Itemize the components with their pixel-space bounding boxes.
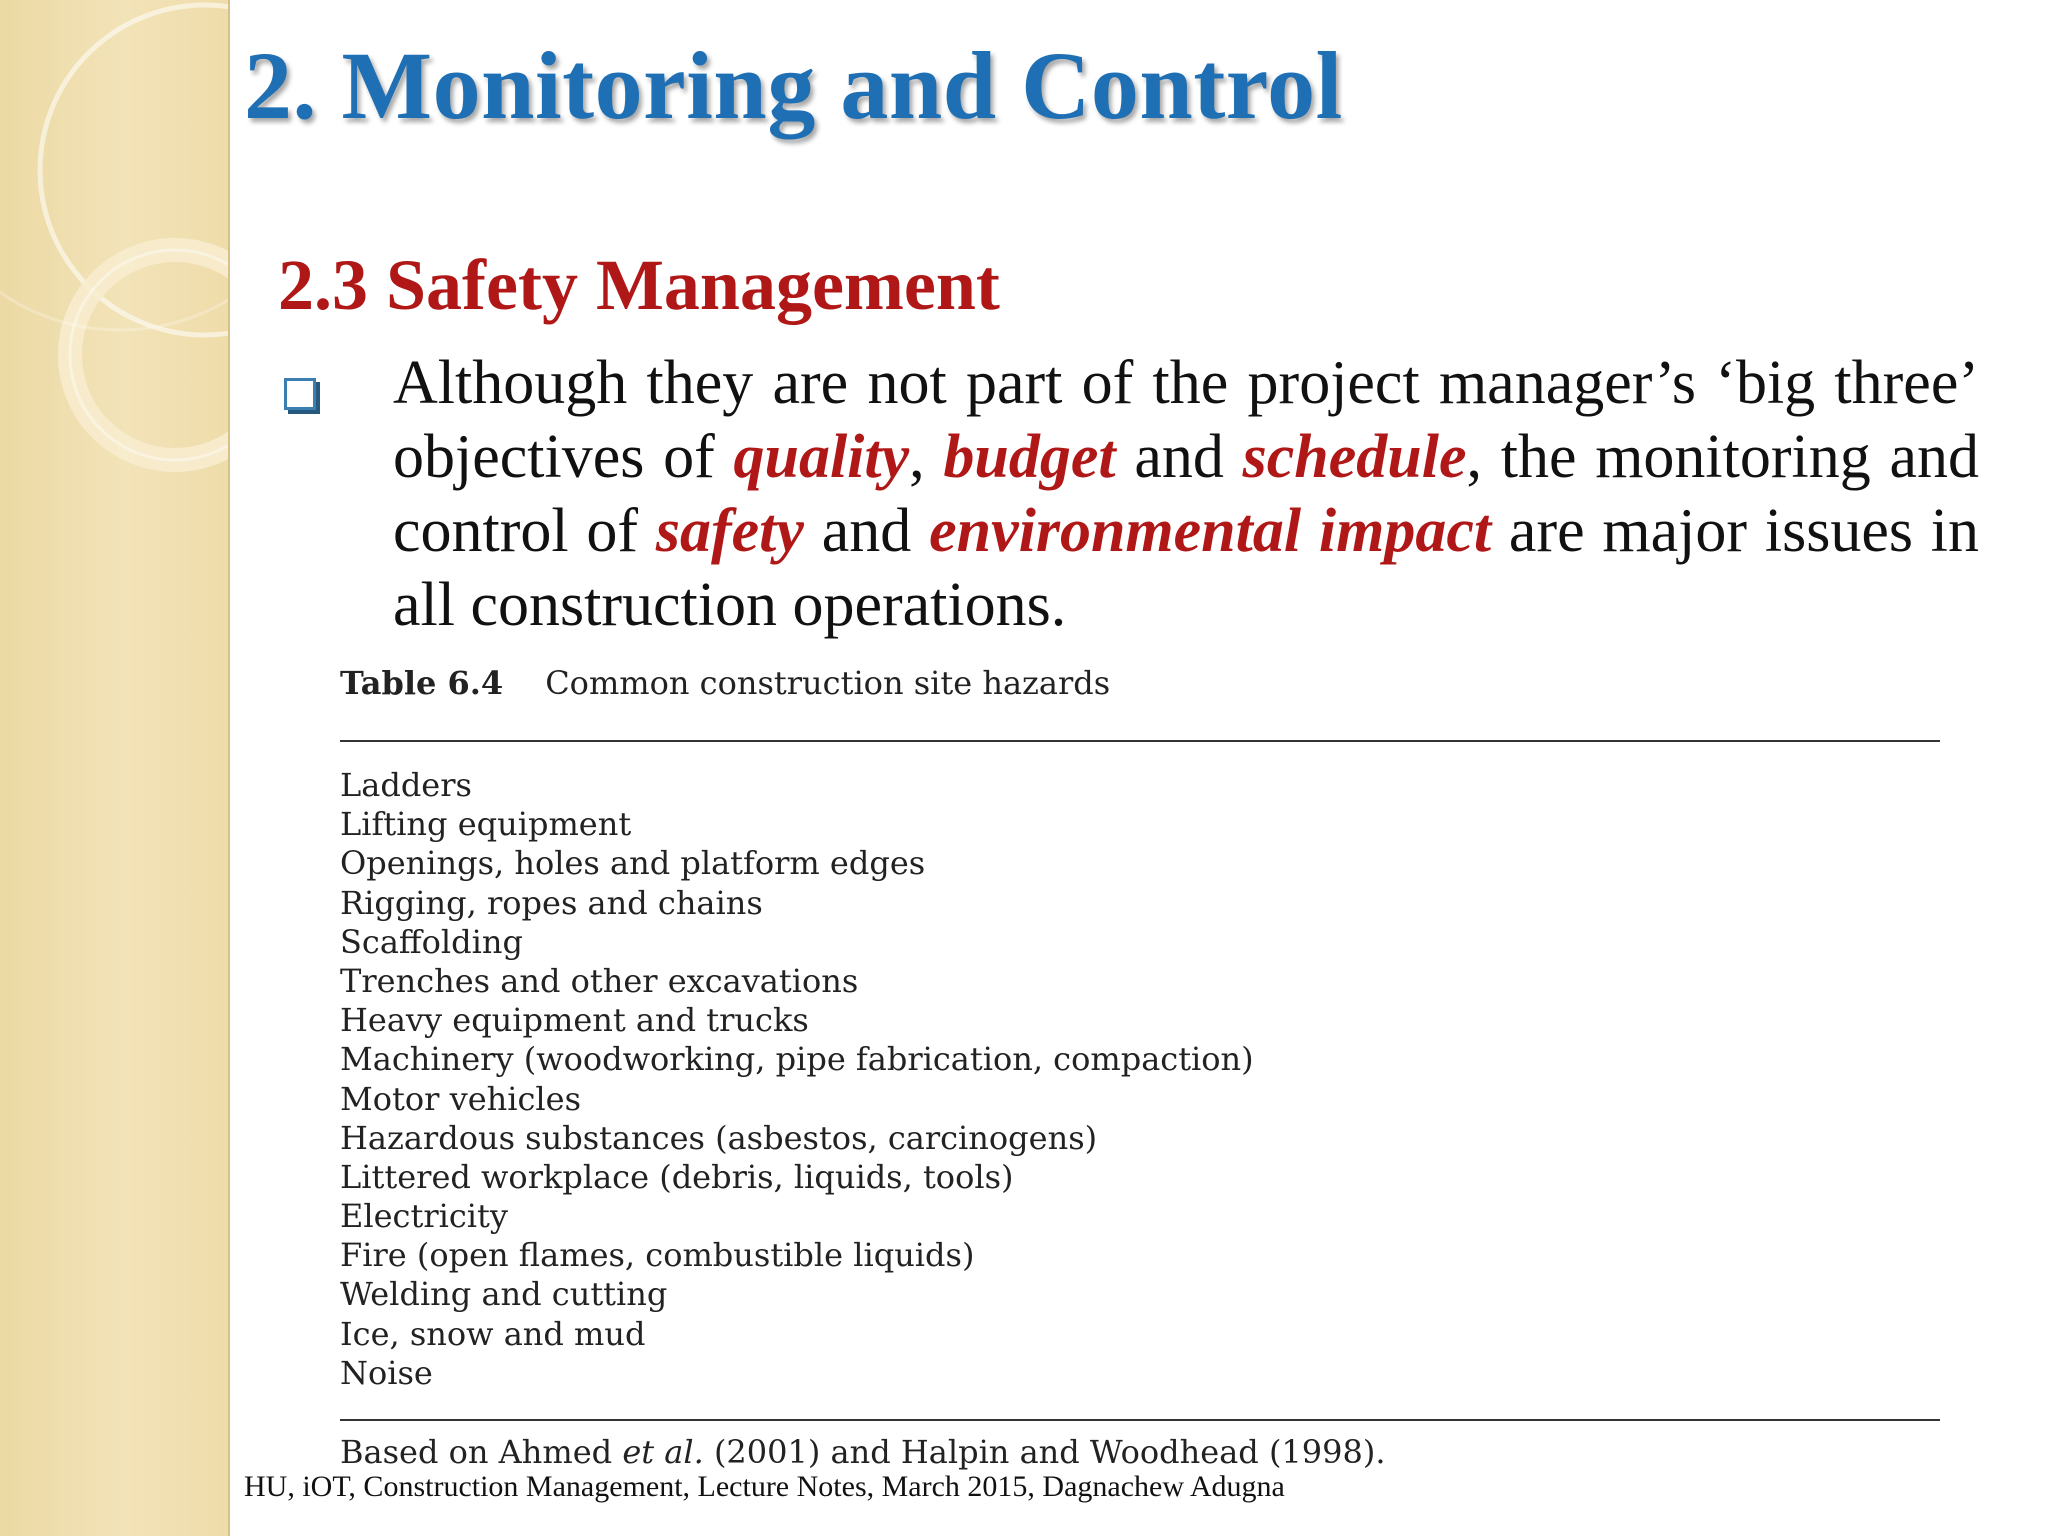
decorative-circles [0, 0, 228, 1536]
bullet-text-segment: are major issues in all construction operations. [393, 497, 1980, 639]
hazard-item: Lifting equipment [340, 805, 632, 844]
bullet-text-segment: , [909, 423, 944, 491]
hazard-item: Noise [340, 1353, 433, 1392]
hazard-item: Littered workplace (debris, liquids, tools) [340, 1157, 1014, 1196]
slide-footer: HU, iOT, Construction Management, Lecture Notes, March 2015, Dagnachew Adugna [244, 1470, 1285, 1503]
hazard-item: Ice, snow and mud [340, 1314, 646, 1353]
source-suffix: (2001) and Halpin and Woodhead (1998). [703, 1433, 1386, 1471]
slide-title: 2. Monitoring and Control [244, 32, 1343, 139]
hazard-item: Heavy equipment and trucks [340, 1001, 809, 1040]
table-source-note [340, 1433, 1940, 1471]
hazard-item: Trenches and other excavations [340, 961, 859, 1000]
hazard-item: Electricity [340, 1197, 508, 1236]
hazard-item: Ladders [340, 766, 472, 804]
table-number: Table 6.4 [340, 664, 504, 702]
square-bullet-icon [284, 378, 316, 410]
emphasized-term: budget [943, 423, 1116, 491]
table-bottom-rule [340, 1419, 1940, 1421]
hazard-item: Machinery (woodworking, pipe fabrication, compaction) [340, 1040, 1254, 1079]
emphasized-term: environmental impact [929, 497, 1492, 565]
table-caption-text: Common construction site hazards [545, 664, 1111, 702]
bullet-text-segment: and [803, 497, 930, 565]
hazard-item: Hazardous substances (asbestos, carcinogens) [340, 1118, 1098, 1157]
hazard-item: Openings, holes and platform edges [340, 844, 926, 883]
source-italic: et al. [622, 1433, 704, 1471]
bullet-text-segment: , the monitoring and control of [393, 423, 1979, 565]
section-subtitle: 2.3 Safety Management [278, 245, 1000, 325]
hazard-item: Motor vehicles [340, 1079, 581, 1118]
decorative-sidebar [0, 0, 230, 1536]
hazards-table [340, 664, 1940, 1471]
bullet-paragraph [393, 346, 1979, 642]
emphasized-term: quality [733, 423, 910, 491]
source-prefix: Based on Ahmed [340, 1433, 623, 1471]
table-top-rule [340, 740, 1940, 742]
table-caption [340, 664, 1940, 708]
hazard-item: Rigging, ropes and chains [340, 883, 763, 922]
emphasized-term: safety [655, 497, 804, 565]
hazard-item: Scaffolding [340, 922, 523, 961]
bullet-text-segment: Although they are not part of the project manager’s ‘big three’ objectives of [393, 349, 1979, 491]
bullet-text-segment: and [1115, 423, 1243, 491]
emphasized-term: schedule [1242, 423, 1467, 491]
hazard-item: Fire (open flames, combustible liquids) [340, 1236, 975, 1275]
hazard-item: Welding and cutting [340, 1275, 668, 1314]
hazard-list [340, 766, 1940, 1393]
